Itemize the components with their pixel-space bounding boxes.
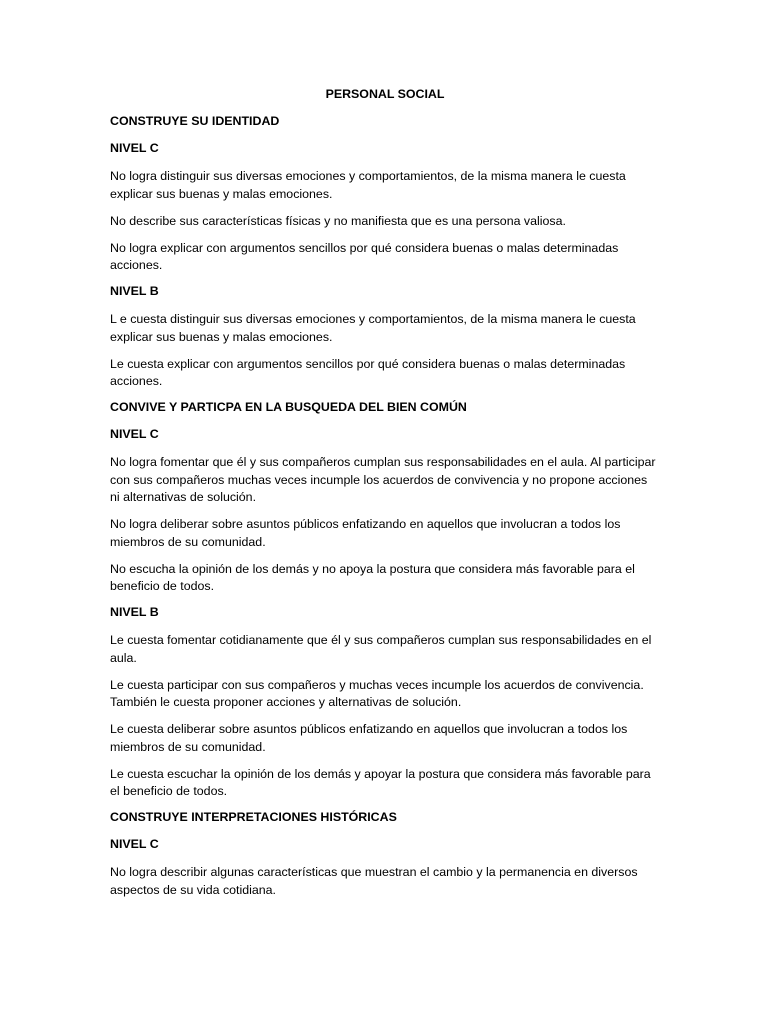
- section-heading: CONSTRUYE INTERPRETACIONES HISTÓRICAS: [110, 810, 397, 824]
- paragraph: No logra explicar con argumentos sencillos por qué considera buenas o malas determinadas acciones.: [110, 240, 619, 272]
- paragraph: No logra fomentar que él y sus compañeros cumplan sus responsabilidades en el aula. Al participar con sus compañeros muchas veces incumple los acuerdos de convivencia y no propone acciones ni alternativas de solución.: [110, 455, 656, 504]
- paragraph: No escucha la opinión de los demás y no apoya la postura que considera más favorable para el beneficio de todos.: [110, 561, 635, 593]
- section-heading: NIVEL B: [110, 284, 159, 298]
- section-heading: NIVEL C: [110, 141, 159, 155]
- paragraph: Le cuesta fomentar cotidianamente que él y sus compañeros cumplan sus responsabilidades en el aula.: [110, 633, 652, 665]
- paragraph: No logra distinguir sus diversas emociones y comportamientos, de la misma manera le cuesta explicar sus buenas y malas emociones.: [110, 169, 626, 201]
- section-heading: CONVIVE Y PARTICPA EN LA BUSQUEDA DEL BIEN COMÚN: [110, 400, 467, 414]
- paragraph: Le cuesta participar con sus compañeros y muchas veces incumple los acuerdos de convivencia. También le cuesta proponer acciones y alternativas de solución.: [110, 677, 644, 709]
- paragraph: No logra deliberar sobre asuntos públicos enfatizando en aquellos que involucran a todos los miembros de su comunidad.: [110, 517, 621, 549]
- paragraph: No logra describir algunas características que muestran el cambio y la permanencia en diversos aspectos de su vida cotidiana.: [110, 865, 638, 897]
- section-heading: NIVEL B: [110, 605, 159, 619]
- paragraph: No describe sus características físicas y no manifiesta que es una persona valiosa.: [110, 213, 566, 228]
- paragraph: Le cuesta escuchar la opinión de los demás y apoyar la postura que considera más favorable para el beneficio de todos.: [110, 766, 651, 798]
- section-heading: NIVEL C: [110, 427, 159, 441]
- document-body: [110, 114, 660, 899]
- page-title: PERSONAL SOCIAL: [325, 87, 445, 101]
- section-heading: CONSTRUYE SU IDENTIDAD: [110, 114, 280, 128]
- paragraph: Le cuesta explicar con argumentos sencillos por qué considera buenas o malas determinadas acciones.: [110, 356, 626, 388]
- paragraph: Le cuesta deliberar sobre asuntos públicos enfatizando en aquellos que involucran a todos los miembros de su comunidad.: [110, 722, 628, 754]
- paragraph: L e cuesta distinguir sus diversas emociones y comportamientos, de la misma manera le cuesta explicar sus buenas y malas emociones.: [110, 312, 636, 344]
- section-heading: NIVEL C: [110, 837, 159, 851]
